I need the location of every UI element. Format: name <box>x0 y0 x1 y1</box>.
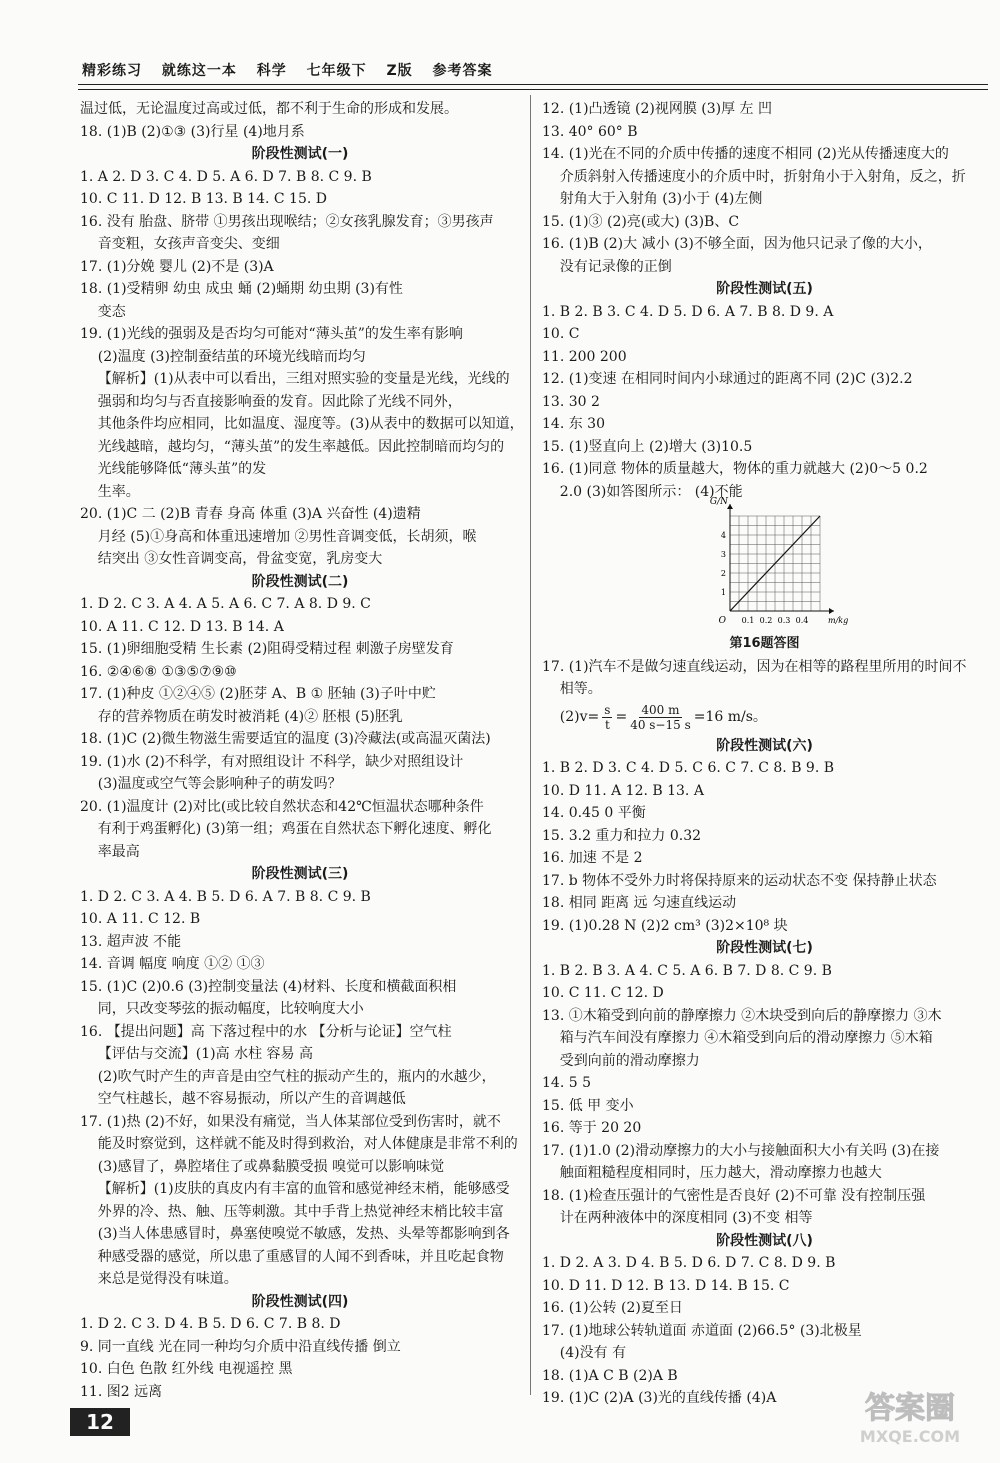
answer-line: 18. (1)受精卵 幼虫 成虫 蛹 (2)蛹期 幼虫期 (3)有性 <box>80 281 403 297</box>
answer-line: (3)当人体患感冒时，鼻塞使嗅觉不敏感，发热、头晕等都影响到各 <box>80 1226 510 1242</box>
fraction-denominator: t <box>604 718 610 732</box>
formula-prefix: (2)v= <box>542 709 600 726</box>
answer-line: 10. D 11. D 12. B 13. D 14. B 15. C <box>542 1277 790 1294</box>
answer-line: 1. D 2. C 3. A 4. A 5. A 6. C 7. A 8. D 9. C <box>80 596 371 612</box>
answer-line: 1. B 2. D 3. C 4. D 5. C 6. C 7. C 8. B 9. B <box>542 760 835 776</box>
answer-line: 受到向前的滑动摩擦力 <box>542 1052 700 1069</box>
fraction-denominator: 40 s−15 s <box>630 718 691 732</box>
header-rule-thin <box>78 89 988 90</box>
section-heading: 阶段性测试(二) <box>251 573 349 590</box>
answer-line: 19. (1)0.28 N (2)2 cm³ (3)2×10⁸ 块 <box>542 917 788 934</box>
x-tick-label: 0.3 <box>777 616 791 625</box>
origin-label: O <box>718 616 726 626</box>
answer-line: 箱与汽车间没有摩擦力 ④木箱受到向后的滑动摩擦力 ⑤木箱 <box>542 1030 933 1046</box>
x-tick-label: 0.1 <box>741 616 755 625</box>
fraction-s-over-t <box>602 703 612 732</box>
answer-line: 2.0 (3)如答图所示： (4)不能 <box>542 483 743 500</box>
answer-line: 【评估与交流】(1)高 水柱 容易 高 <box>80 1046 313 1062</box>
answer-line: 16. (1)同意 物体的质量越大，物体的重力就越大 (2)0～5 0.2 <box>542 461 928 477</box>
answer-line: 13. 超声波 不能 <box>80 933 182 950</box>
section-heading: 阶段性测试(七) <box>716 940 813 956</box>
answer-line: 强弱和均匀与否直接影响蚕的发育。因此除了光线不同外， <box>80 393 462 410</box>
answer-line: 14. 音调 幅度 响度 ①② ①③ <box>80 956 265 972</box>
answer-line: 11. 图2 远离 <box>80 1383 163 1400</box>
answer-line: 射角大于入射角 (3)小于 (4)左侧 <box>542 191 763 207</box>
section-heading: 阶段性测试(六) <box>716 737 813 754</box>
answer-line: 10. C 11. D 12. B 13. B 14. C 15. D <box>80 191 327 207</box>
answer-line: 结突出 ③女性音调变高，骨盆变宽，乳房变大 <box>80 551 383 567</box>
answer-line: 计在两种液体中的深度相同 (3)不变 相等 <box>542 1210 813 1226</box>
answer-line: 音变粗，女孩声音变尖、变细 <box>80 236 280 252</box>
answer-line: 介质斜射入传播速度小的介质中时，折射角小于入射角，反之，折 <box>542 168 966 185</box>
answer-line: 16. (1)公转 (2)夏至日 <box>542 1300 683 1316</box>
answer-line: 15. (1)竖直向上 (2)增大 (3)10.5 <box>542 438 753 455</box>
answer-line: 15. 低 甲 变小 <box>542 1097 634 1114</box>
answer-line: 16. (1)B (2)大 减小 (3)不够全面，因为他只记录了像的大小， <box>542 236 932 252</box>
answer-line: 20. (1)C 二 (2)B 青春 身高 体重 (3)A 兴奋性 (4)遗精 <box>80 506 421 522</box>
section-heading: 阶段性测试(三) <box>251 866 349 882</box>
answer-line: 触面粗糙程度相同时，压力越大，滑动摩擦力也越大 <box>542 1165 882 1181</box>
answer-line: 18. (1)B (2)①③ (3)行星 (4)地月系 <box>80 123 305 140</box>
answer-line: 19. (1)光线的强弱及是否均匀可能对“薄头茧”的发生率有影响 <box>80 326 463 342</box>
answer-line: 17. (1)种皮 ①②④⑤ (2)胚芽 A、B ① 胚轴 (3)子叶中贮 <box>80 686 436 702</box>
answer-line: 【解析】(1)从表中可以看出，三组对照实验的变量是光线，光线的 <box>80 371 510 387</box>
formula-equals: = <box>615 709 628 726</box>
answer-line: 15. (1)C (2)0.6 (3)控制变量法 (4)材料、长度和横截面积相 <box>80 978 457 995</box>
answer-line: 10. D 11. A 12. B 13. A <box>542 782 704 799</box>
answer-line: 13. 30 2 <box>542 393 600 410</box>
answer-line: 1. D 2. A 3. D 4. B 5. D 6. D 7. C 8. D 9. B <box>542 1255 836 1271</box>
answer-line: 空气柱越长，越不容易振动，所以产生的音调越低 <box>80 1091 406 1107</box>
header-rule <box>78 84 988 85</box>
answer-line: 来总是觉得没有味道。 <box>80 1271 238 1287</box>
section-heading: 阶段性测试(一) <box>251 146 349 162</box>
answer-line: 19. (1)水 (2)不科学，有对照组设计 不科学，缺少对照组设计 <box>80 753 464 770</box>
answer-line: 生率。 <box>80 483 140 500</box>
answer-line: 1. B 2. B 3. C 4. D 5. D 6. A 7. B 8. D 9. A <box>542 303 834 320</box>
answer-line: 14. 0.45 0 平衡 <box>542 805 646 821</box>
answer-line: 18. (1)C (2)微生物滋生需要适宜的温度 (3)冷藏法(或高温灭菌法) <box>80 731 491 747</box>
header-item: 科学 <box>256 63 287 79</box>
answer-line: 18. (1)A C B (2)A B <box>542 1367 678 1384</box>
answer-line: 没有记录像的正倒 <box>542 258 672 275</box>
section-heading: 阶段性测试(八) <box>716 1232 813 1249</box>
answer-line: 16. 等于 20 20 <box>542 1120 642 1136</box>
answer-chart <box>542 497 987 633</box>
answer-line: 有利于鸡蛋孵化) (3)第一组；鸡蛋在自然状态下孵化速度、孵化 <box>80 821 492 837</box>
answer-line: (4)没有 有 <box>542 1345 627 1361</box>
answer-line: 1. A 2. D 3. C 4. D 5. A 6. D 7. B 8. C 9. B <box>80 168 372 185</box>
answer-line: 13. 40° 60° B <box>542 123 638 140</box>
answer-line: 外界的冷、热、触、压等刺激。其中手背上热觉神经末梢比较丰富 <box>80 1203 504 1220</box>
y-tick-label: 4 <box>720 531 726 540</box>
answer-line: 同，只改变琴弦的振动幅度，比较响度大小 <box>80 1001 364 1017</box>
x-axis-arrow <box>829 608 834 614</box>
answer-line: 10. A 11. C 12. B <box>80 911 201 927</box>
section-heading: 阶段性测试(五) <box>716 281 813 297</box>
answer-line: 17. b 物体不受外力时将保持原来的运动状态不变 保持静止状态 <box>542 872 937 889</box>
answer-line: 12. (1)凸透镜 (2)视网膜 (3)厚 左 凹 <box>542 101 773 117</box>
answer-line: 19. (1)C (2)A (3)光的直线传播 (4)A <box>542 1390 777 1406</box>
answer-line: 18. (1)检查压强计的气密性是否良好 (2)不可靠 没有控制压强 <box>542 1187 926 1204</box>
answer-line: 【解析】(1)皮肤的真皮内有丰富的血管和感觉神经末梢，能够感受 <box>80 1181 510 1197</box>
chart-caption: 第16题答图 <box>729 636 800 651</box>
answer-line: 变态 <box>80 303 126 320</box>
right-column <box>542 98 987 1410</box>
answer-line: 能及时察觉到，这样就不能及时得到救治，对人体健康是非常不利的 <box>80 1136 518 1152</box>
answer-line: 15. (1)③ (2)亮(或大) (3)B、C <box>542 213 740 230</box>
y-tick-label: 3 <box>720 550 726 559</box>
answer-line: (3)感冒了，鼻腔堵住了或鼻黏膜受损 嗅觉可以影响味觉 <box>80 1158 445 1175</box>
answer-line: 17. (1)分娩 婴儿 (2)不是 (3)A <box>80 258 274 275</box>
left-column <box>80 98 524 1403</box>
answer-line: 10. A 11. C 12. D 13. B 14. A <box>80 618 284 635</box>
header-item: 就练这一本 <box>161 63 237 79</box>
y-tick-label: 1 <box>720 588 726 597</box>
answer-line: 20. (1)温度计 (2)对比(或比较自然状态和42℃恒温状态哪种条件 <box>80 798 484 815</box>
answer-line: 17. (1)热 (2)不好，如果没有痛觉，当人体某部位受到伤害时，就不 <box>80 1113 501 1130</box>
watermark-logo <box>830 1380 990 1450</box>
chart-svg <box>702 497 849 633</box>
header-item: 七年级下 <box>306 63 367 79</box>
fraction-values <box>630 703 691 732</box>
answer-line: 9. 同一直线 光在同一种均匀介质中沿直线传播 倒立 <box>80 1338 401 1355</box>
watermark-text: 答案圈 <box>865 1391 955 1426</box>
header-item: Z版 <box>386 63 413 79</box>
answer-line: (2)温度 (3)控制蚕结茧的环境光线暗而均匀 <box>80 348 366 365</box>
answer-line: 15. 3.2 重力和拉力 0.32 <box>542 827 702 844</box>
answer-line: 17. (1)1.0 (2)滑动摩擦力的大小与接触面积大小有关吗 (3)在接 <box>542 1142 940 1159</box>
page-number: 12 <box>70 1408 130 1436</box>
answer-line: 10. C <box>542 326 580 342</box>
fraction-numerator: s <box>604 703 611 717</box>
formula-result: =16 m/s。 <box>693 709 767 726</box>
answer-line: 1. D 2. C 3. A 4. B 5. D 6. A 7. B 8. C 9. B <box>80 888 371 905</box>
answer-line: 14. 东 30 <box>542 416 605 432</box>
answer-line: 其他条件均应相同，比如温度、湿度等。(3)从表中的数据可以知道， <box>80 416 524 432</box>
answer-line: 14. 5 5 <box>542 1075 591 1091</box>
answer-line: 10. 白色 色散 红外线 电视遥控 黑 <box>80 1361 293 1377</box>
velocity-formula <box>542 701 987 735</box>
answer-line: 18. 相同 距离 远 匀速直线运动 <box>542 895 737 911</box>
answer-line: 16. 【提出问题】高 下落过程中的水 【分析与论证】空气柱 <box>80 1023 452 1040</box>
answer-line: 种感受器的感觉，所以患了重感冒的人闻不到香味，并且吃起食物 <box>80 1248 504 1265</box>
x-axis-label: m/kg <box>828 616 849 625</box>
answer-line: 17. (1)地球公转轨道面 赤道面 (2)66.5° (3)北极星 <box>542 1322 862 1339</box>
y-tick-label: 2 <box>720 569 726 578</box>
answer-line: 11. 200 200 <box>542 348 627 365</box>
answer-line: 16. ②④⑥⑧ ①③⑤⑦⑨⑩ <box>80 663 237 680</box>
y-axis-label: G/N <box>709 497 728 507</box>
answer-line: 10. C 11. C 12. D <box>542 985 664 1001</box>
column-divider <box>530 95 531 1395</box>
header-item: 精彩练习 <box>82 63 142 79</box>
x-tick-label: 0.4 <box>795 616 809 625</box>
answer-line: 率最高 <box>80 843 140 860</box>
fraction-numerator: 400 m <box>641 703 680 717</box>
header-item: 参考答案 <box>432 63 493 79</box>
answer-line: (3)温度或空气等会影响种子的萌发吗？ <box>80 776 342 792</box>
section-heading: 阶段性测试(四) <box>251 1293 349 1310</box>
answer-line: 相等。 <box>542 681 602 697</box>
answer-line: 月经 (5)①身高和体重迅速增加 ②男性音调变低，长胡须，喉 <box>80 528 477 545</box>
answer-line: 温过低，无论温度过高或过低，都不利于生命的形成和发展。 <box>80 101 458 117</box>
answer-line: 14. (1)光在不同的介质中传播的速度不相同 (2)光从传播速度大的 <box>542 146 949 162</box>
answer-line: 12. (1)变速 在相同时间内小球通过的距离不同 (2)C (3)2.2 <box>542 371 913 387</box>
answer-line: (2)吹气时产生的声音是由空气柱的振动产生的，瓶内的水越少， <box>80 1068 496 1085</box>
answer-line: 1. B 2. B 3. A 4. C 5. A 6. B 7. D 8. C 9. B <box>542 962 832 979</box>
answer-line: 13. ①木箱受到向前的静摩擦力 ②木块受到向后的静摩擦力 ③木 <box>542 1007 942 1024</box>
answer-line: 16. 加速 不是 2 <box>542 850 643 866</box>
answer-line: 17. (1)汽车不是做匀速直线运动，因为在相等的路程里所用的时间不 <box>542 658 967 675</box>
answer-line: 存的营养物质在萌发时被消耗 (4)② 胚根 (5)胚乳 <box>80 708 403 725</box>
answer-line: 16. 没有 胎盘、脐带 ①男孩出现喉结；②女孩乳腺发育；③男孩声 <box>80 213 494 230</box>
answer-line: 光线能够降低“薄头茧”的发 <box>80 461 267 477</box>
running-header <box>82 60 507 80</box>
watermark-url: MXQE.COM <box>859 1427 961 1446</box>
answer-line: 15. (1)卵细胞受精 生长素 (2)阻碍受精过程 刺激子房壁发育 <box>80 641 454 657</box>
answer-line: 光线越暗，越均匀，“薄头茧”的发生率越低。因此控制暗而均匀的 <box>80 438 505 455</box>
x-tick-label: 0.2 <box>759 616 773 625</box>
answer-line: 1. D 2. C 3. D 4. B 5. D 6. C 7. B 8. D <box>80 1316 341 1332</box>
